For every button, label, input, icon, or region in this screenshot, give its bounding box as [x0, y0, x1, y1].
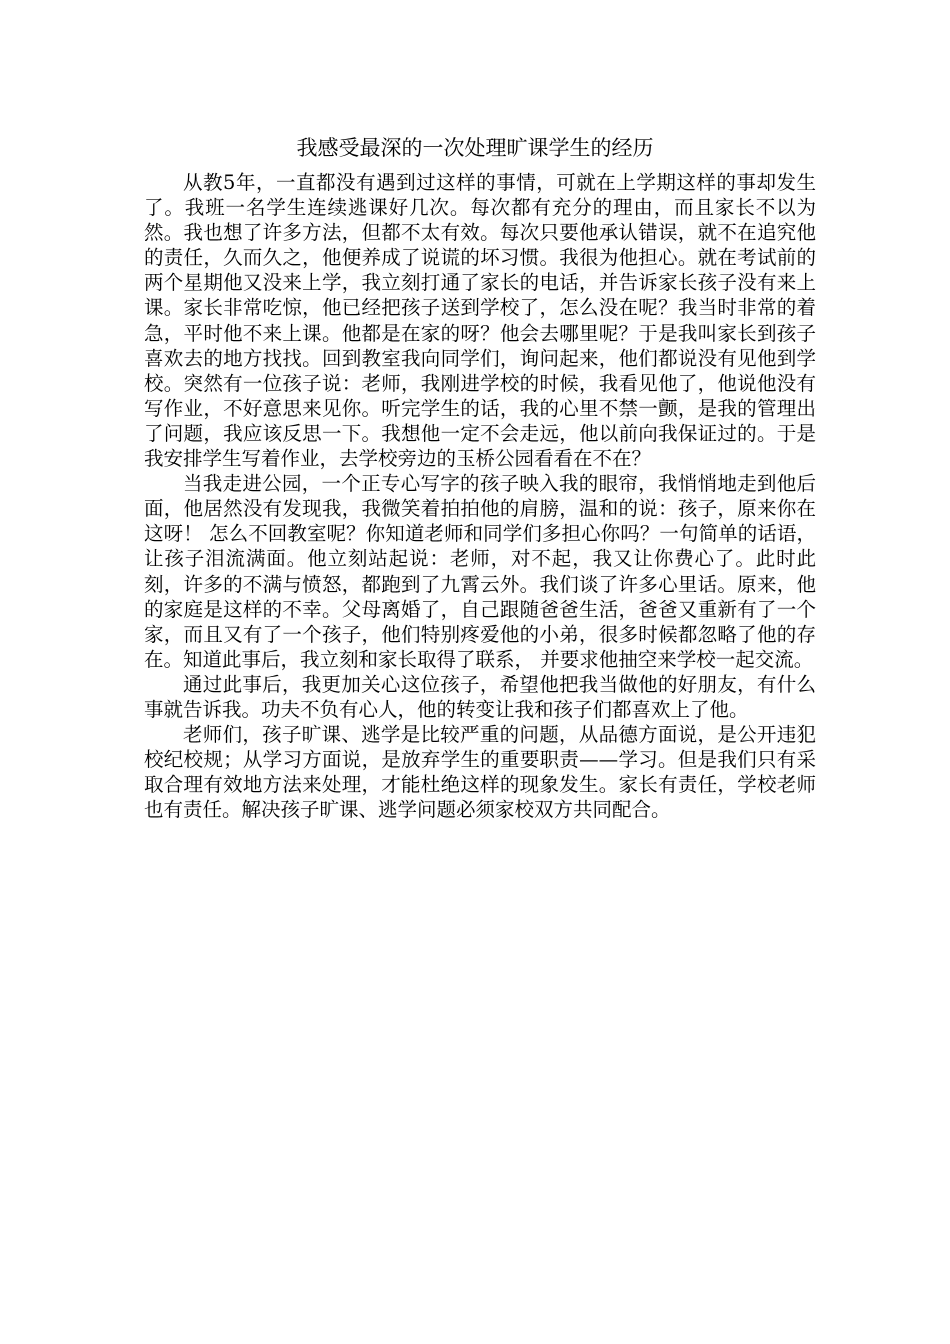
- document-title: 我感受最深的一次处理旷课学生的经历: [296, 136, 654, 160]
- document-body: [144, 170, 816, 822]
- paragraph-3: 通过此事后，我更加关心这位孩子，希望他把我当做他的好朋友，有什么事就告诉我。功夫不负有心人，他的转变让我和孩子们都喜欢上了他。: [144, 672, 816, 721]
- paragraph-2: 当我走进公园，一个正专心写字的孩子映入我的眼帘，我悄悄地走到他后面，他居然没有发现我，我微笑着拍拍他的肩膀，温和的说：孩子，原来你在这呀！ 怎么不回教室呢？你知道老师和同学们多担心你吗？一句简单的话语，让孩子泪流满面。他立刻站起说：老师，对不起，我又让你费心了。此时此刻，许多的不满与愤怒，都跑到了九霄云外。我们谈了许多心里话。原来，他的家庭是这样的不幸。父母离婚了，自己跟随爸爸生活，爸爸又重新有了一个家，而且又有了一个孩子，他们特别疼爱他的小弟，很多时候都忽略了他的存在。知道此事后，我立刻和家长取得了联系， 并要求他抽空来学校一起交流。: [144, 472, 816, 671]
- paragraph-1: 从教5年，一直都没有遇到过这样的事情，可就在上学期这样的事却发生了。我班一名学生连续逃课好几次。每次都有充分的理由，而且家长不以为然。我也想了许多方法，但都不太有效。每次只要他承认错误，就不在追究他的责任，久而久之，他便养成了说谎的坏习惯。我很为他担心。就在考试前的两个星期他又没来上学，我立刻打通了家长的电话，并告诉家长孩子没有来上课。家长非常吃惊，他已经把孩子送到学校了，怎么没在呢？我当时非常的着急，平时他不来上课。他都是在家的呀？他会去哪里呢？于是我叫家长到孩子喜欢去的地方找找。回到教室我向同学们，询问起来，他们都说没有见他到学校。突然有一位孩子说：老师，我刚进学校的时候，我看见他了，他说他没有写作业，不好意思来见你。听完学生的话，我的心里不禁一颤，是我的管理出了问题，我应该反思一下。我想他一定不会走远，他以前向我保证过的。于是我安排学生写着作业，去学校旁边的玉桥公园看看在不在？: [144, 171, 816, 471]
- paragraph-4: 老师们，孩子旷课、逃学是比较严重的问题，从品德方面说，是公开违犯校纪校规；从学习方面说，是放弃学生的重要职责——学习。但是我们只有采取合理有效地方法来处理，才能杜绝这样的现象发生。家长有责任，学校老师也有责任。解决孩子旷课、逃学问题必须家校双方共同配合。: [144, 723, 816, 822]
